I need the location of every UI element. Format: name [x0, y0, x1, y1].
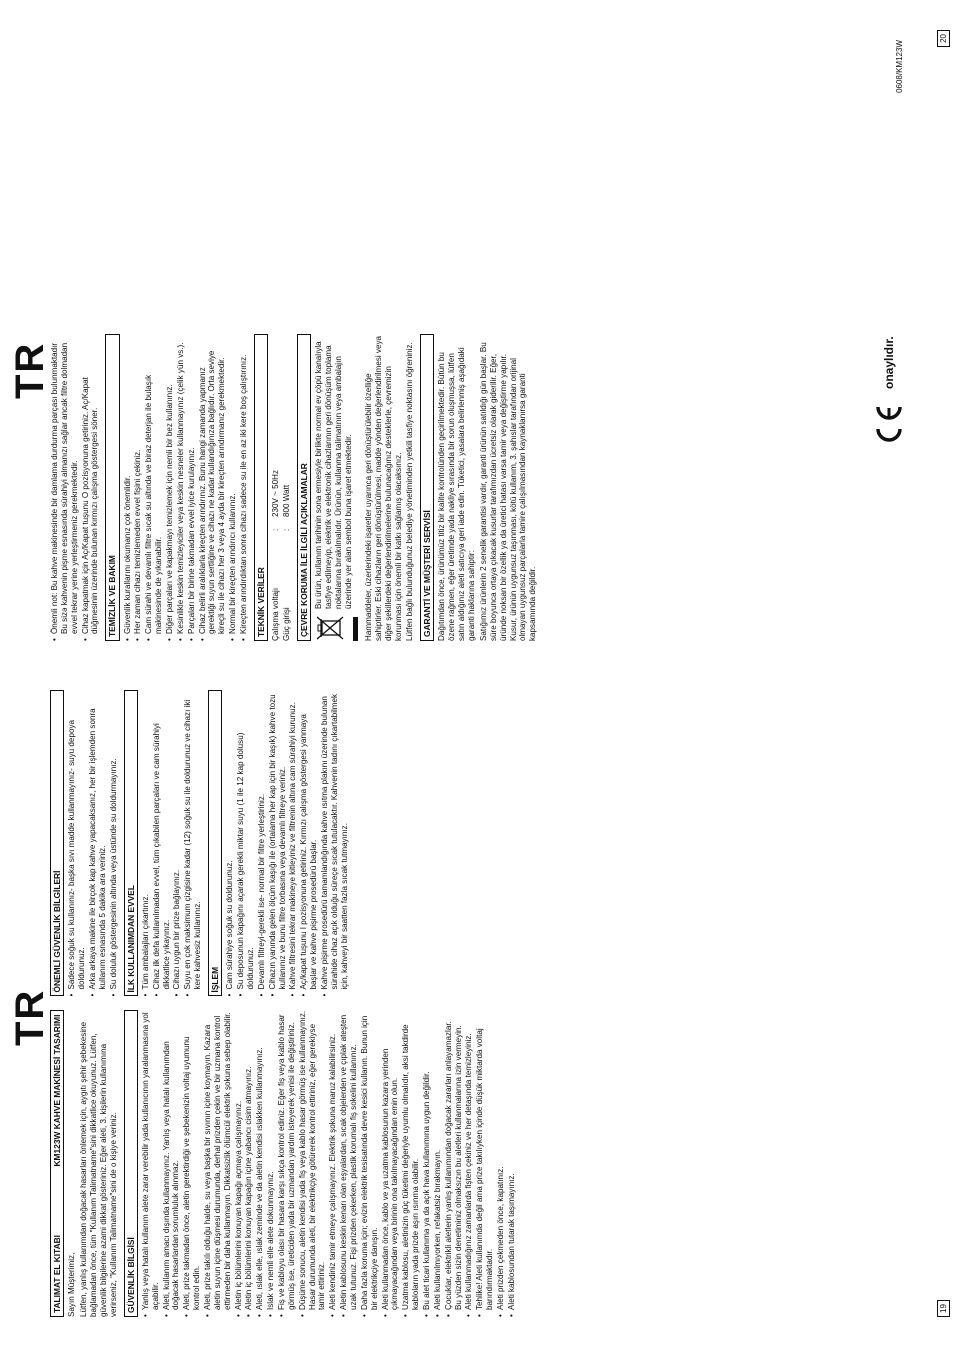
- list-item: • Aleti kullanılmıyorken, refakatsiz bırakmayın.: [433, 1011, 443, 1318]
- list-item: • Aleti, ıslak elle, ıslak zeminde ve da aletin kendisi ıslakken kullanmayınız.: [255, 1011, 265, 1318]
- list-item: • Sadece soğuk su kullanınız- başka sıvı madde kullanmayınız- suyu depoya doldurunuz.: [67, 690, 87, 997]
- section-title-safety: GÜVENLİK BİLGİSİ: [124, 1011, 138, 1318]
- tech-value: 800 Watt: [281, 484, 291, 517]
- list-item: • Aletin iç bölümlerini konuyan kapağın içine yabancı cisim atmayınız.: [244, 1011, 254, 1318]
- page-20-columns: [50, 14, 934, 641]
- list-item: • Her zaman cihazı temizlemeden evvel fişini çekiniz.: [133, 335, 143, 642]
- page-20-column-2: [50, 14, 934, 321]
- list-item: • Kahve pişirme prosedürü tamamlandığında kahve ısıtma plakını üzerinde bulunan sürahide cihaz açık olduğu süreçe sıcak tutulacaktır. Kahvenin tadını çıkartabilmek için, kahveyi bir saatten fazla sıcak tutmayınız.: [320, 690, 350, 997]
- list-item: • Normal bir kireçten arındırıcı kullanınız.: [228, 335, 238, 642]
- section-title-important-safety: ÖNEMLİ GÜVENLİK BİLGİLERİ: [50, 690, 64, 997]
- bin-underbar: [353, 617, 358, 641]
- list-item: • Aleti kullanmadığınız zamanlarda fişten çekiniz ve her detaşında temizleyiniz.: [464, 1011, 474, 1318]
- page-20: [0, 0, 954, 675]
- list-item: • Uzatma kablosu, aletinizin güç tüketimi değeriyle uyumlu olmalıdır, aksi takdirde kabloların yada prizde aşırı ısınma olabilir.: [401, 1011, 421, 1318]
- ce-approval-text: onaylıdır.: [882, 336, 896, 389]
- list-item: • Islak ve nemli elle alete dokunmayınız.: [266, 1011, 276, 1318]
- list-item: • Kesinlikle keskin temizleyiciler veya keskin nesneler kullanmayınız (çelik yün vs.).: [176, 335, 186, 642]
- page-20-column-1: [50, 335, 934, 642]
- intro-text: Lütfen, yanlış kullanımdan doğacak hasarları önlemek için, aygıtı şehir şebekesine bağlamadan önce, tüm "Kullanım Talimatname"sini dikkatlice okuyunuz. Lütfen, güvenlik bilgilerine azami dikkat gösteriniz. Eğer aleti, 3. kişilerin kullanımına verirseniz, "Kullanım Talimatname"sini de o kişiye veriniz.: [79, 1021, 118, 1317]
- section-title-first-use: İLK KULLANIMDAN EVVEL: [124, 690, 138, 997]
- manual-title: TALIMAT EL KITABI: [52, 1235, 62, 1313]
- list-item: • Kireçten arındırdıktan sonra cihazı sadece su ile en az iki kere boş çalıştırınız.: [239, 335, 249, 642]
- ce-approval: [874, 336, 904, 447]
- safety-list: [141, 1011, 517, 1318]
- important-safety-list: [67, 690, 118, 997]
- section-title-cleaning: TEMİZLİK VE BAKIM: [105, 335, 119, 642]
- list-item: • Fiş ve kabloyu olası bir hasara karşı sıkça kontrol ediniz. Eğer fiş veya kablo hasar görmüş ise, üreticiden yada bir uzmandan yardım isteyerek yenisi ile değiştiriniz.: [277, 1011, 297, 1318]
- environment-text-1: Bu ürün, kullanım tarihinin sona ermesiyle birlikte normal ev çöpü kanalıyla tasfiye edilmeyip, elektrik ve elektronik cihazlarının geri dönüşüm toplama noktalarına bırakılmalıdır. Ürünün, kullanma talimatının veya ambalajın üzerinde yer alan sembol buna işaret etmektedir.: [314, 341, 353, 609]
- list-item: • Aç/kapat tuşunu I pozisyonuna getiriniz. Kırmızı çalışma göstergesi yanmaya başlar ve kahve pişirme prosedürü başlar.: [299, 690, 319, 997]
- list-item: • Cam sürahi ve devamlı filtre sıcak su altında ve biraz deterjan ile bulaşık makinesinde de yıkanabilir.: [144, 335, 164, 642]
- list-item: • Aletin kablosunu keskin kenarı olan eşyalardan, sıcak objelerden ve çıplak ateşten uzak tutunuz. Fişi prizden çekerken, plastik korumalı fiş sokelini kullanınız.: [339, 1011, 359, 1318]
- section-title-environment: ÇEVRE KORUMA İLE İLGİLİ AÇIKLAMALAR: [297, 335, 311, 642]
- tech-label: Çalışma voltajı: [271, 587, 281, 641]
- list-item: • Cihaz belirli aralıklarla kireçten arındırınız. Bunu hangi zamanda yapmanız gerektiği suyun sertliğine ve cihazı ne kadar kullandığınıza bağlıdır. Orta seviye kireçli su ile cihazı her 3 veya 4 ayda bir kireçten arındırmanız gerekmektedir.: [198, 335, 228, 642]
- list-item: • Suyu en çok maksimum çizgisine kadar (12) soğuk su ile doldurunuz ve cihazı iki kere kahvesiz kullanınız.: [183, 690, 203, 997]
- list-item: • Aleti, prize takmadan önce, aletin gerektirdiği ve şebekenizin voltaj uyumunu kontrol edin.: [182, 1011, 202, 1318]
- list-item: • Önemli not: Bu kahve makinesinde bir damlama durdurma parçası bulunmaktadır Bu sizə kahvenin pişme esnasında sürahiyi almanızı sağlar ancak filtre dolmadan evvel tekrar yerine yerleştirmeniz gerekmektedir.: [50, 335, 80, 642]
- page-number: 20: [937, 30, 950, 47]
- list-item: • Diğer parçaları ve kapakmayı temizlemek için nemli bir bez kullanınız.: [165, 335, 175, 642]
- list-item: • Cihazı uygun bir prize bağlayınız.: [172, 690, 182, 997]
- section-title-warranty: GARANTİ VE MÜŞTERİ SERVİSİ: [420, 335, 434, 642]
- language-heading: TR: [8, 341, 52, 399]
- list-item: • Devamlı filtreyi-gerekli ise- normal bir filtre yerleştiriniz.: [257, 690, 267, 997]
- ce-mark-icon: [874, 403, 904, 447]
- list-item: • Tüm ambalajları çıkartınız.: [141, 690, 151, 997]
- section-title-operation: İŞLEM: [208, 690, 222, 997]
- list-item: • Daha fazla koruma için; evizin elektrik tesisatında devre kesici kullanın. Bunun için bir elektrikçiye danışın.: [360, 1011, 380, 1318]
- list-item: • Aleti kendiniz tamir etmeye çalışmayınız. Elektrik şokuna maruz kalabilirsiniz.: [328, 1011, 338, 1318]
- list-item: • Düşüme sonucu, aletin kendisi yada fiş veya kablo hasar görmüş ise kullanmayınız. Hasar durumunda aleti, bir elektrikçiye götürerek kontrol ettiriniz, eğer gerekiyse tamir ettiriniz.: [298, 1011, 328, 1318]
- list-item: • Tehlike! Aleti kullanımda değil ama prize takılıyken içinde düşük miktarda voltaj barındırmaktadır.: [475, 1011, 495, 1318]
- page-19: [0, 676, 954, 1351]
- list-item: • Parçaları bir birine takmadan evvel iyice kurulayınız.: [187, 335, 197, 642]
- page-number: 19: [937, 1300, 950, 1317]
- tech-label: Güç girişi: [281, 607, 291, 641]
- list-item: • Kahve filtresini tekrar makineye kitleyiniz ve filtrenin altına cam sürahiyi kurunuz.: [288, 690, 298, 997]
- cleaning-list: [123, 335, 249, 642]
- list-item: • Cihaz kapatmak için Aç/Kapat tuşunu O pozisyonuna getiriniz. Aç/Kapat düğmesinin üzerinde bulunan kırmızı çalışma göstergesi söner.: [81, 335, 101, 642]
- environment-text-2: Hammaddeler, üzerlerindeki işaretler uyarınca geri dönüştürülebilir özelliğe sahiptirler. Eski cihazların geri dönüştürülmesi, madde yönden değerlendirilmesi veya diğer şekillerdeki değerlendirilmelerine bulunacağınız desteklerle, çevremizin korunması için önemli bir katkı sağlamış olacaksınız.: [363, 335, 403, 641]
- section-header-title: [50, 1011, 64, 1318]
- page-19-column-1: [50, 1011, 934, 1318]
- tech-sep: :: [281, 528, 291, 531]
- list-item: • Yanlış veya hatalı kullanım alete zarar verebilir yada kullanıcının yaralanmasına yol açabilir.: [141, 1011, 161, 1318]
- list-item: • Aletin iç bölümlerini konuyan kapağı açmaya çalışmayınız.: [234, 1011, 244, 1318]
- language-heading: TR: [8, 988, 52, 1046]
- page-19-columns: [50, 690, 934, 1317]
- list-item: • Bu alet ticari kullanıma ya da açık hava kullanımına uygun değildir.: [422, 1011, 432, 1318]
- tech-value: 230V ~ 50Hz: [271, 469, 281, 517]
- warranty-text-1: Dağıtımdan önce, ürünümüz titiz bir kalite kontrolünden geçirilmektedir. Bütün bu özene rağmen, eğer üretimde yada nakliye sırasında bir sorun oluşmuşsa, lütfen satın aldığınız aleti satıcıya geri iade edin. Tüketici, yasalara belirlenmiş aşağıdaki garanti haklarına sahiptir:: [437, 347, 477, 641]
- model-code: 0608/KM123W: [895, 40, 904, 93]
- tech-table: [271, 335, 292, 642]
- product-title: KM123W KAHVE MAKİNESİ TASARIMI: [52, 1014, 62, 1167]
- list-item: • Cihazın yanında gelen ölçüm kaşığı ile (ortalama her kap için bir kaşık) kahve tozu kullanınız ve bunu filtre torbasına veya devamlı filtreye veriniz.: [268, 690, 288, 997]
- intro-greeting: Sayın Müşterimiz,: [67, 1252, 77, 1317]
- list-item: • Su doluluk göstergesinin altında veya üstünde su doldurmayınız.: [109, 690, 119, 997]
- list-item: • Aleti kullanmadan önce, kablo ve ya uzatma kablosunun kazara yerinden çıkmayacağından veya birinin ona takılmayacağından emin olun.: [381, 1011, 401, 1318]
- list-item: • Cam sürahiye soğuk su doldurunuz.: [225, 690, 235, 997]
- list-item: • Arka arkaya makine ile birçok kap kahve yapacaksanız, her bir işlemden sonra kullanım esnasında 5 dakika ara veriniz.: [88, 690, 108, 997]
- list-item: • Cihaz ilk defa kullanılmadan evvel, tüm çıkabilen parçaları ve cam sürahiyi dikkatlice yıkayınız.: [152, 690, 172, 997]
- list-item: • Aleti, prize takılı olduğu halde, su veya başka bir sıvının içine koymayın. Kazara aletin suyun içine düşmesi durumunda, derhal prizden çekin ve bir uzmana kontrol ettirmeden bir daha kullanmayın. Dikkatsizlik ölümcül elektrik şokuna sebep olabilir.: [203, 1011, 233, 1318]
- page-19-column-2: [50, 690, 934, 997]
- environment-text-3: Lütfen bağlı bulunduğunuz belediye yönetiminden yetkili tasfiye noktasını öğreniniz.: [405, 342, 415, 641]
- list-item: • Çocuklar, elektrikli aletlerin yanlış kullanımından doğacak zararları anlayamazlar. Bu yüzden sizin denetiminiz olmaksızın bu aletleri kullanmalarına izin vermeyin.: [444, 1011, 464, 1318]
- operation-notes-list: [50, 335, 100, 642]
- tech-sep: :: [271, 528, 281, 531]
- crossed-bin-icon: [314, 615, 346, 641]
- list-item: • Su deposunun kapağını açarak gerekli miktar suyu (1 ile 12 kap dolusu) doldurunuz.: [236, 690, 256, 997]
- operation-list: [225, 690, 349, 997]
- first-use-list: [141, 690, 203, 997]
- list-item: • Güvenlik kurallarını okumanız çok önemlidir.: [123, 335, 133, 642]
- warranty-text-2: Satığımız ürünlerin 2 senelik garantisi vardır, garanti ürünün satıldığı gün başlar. Bu süre boyunca ortaya çıkacak kusurlar tarafımızdan ücretsiz olarak giderilir. Eğer, üründe noksan bir özellik ya da üretici hatası varsa tamir veya değiştirme yapılır. Kusur, ürünün uygunsuz taşınması, kötü kullanım, 3. şahıslar tarafından orijinal olmayan uygunsuz parçalarla tamire çalışılmasından kaynaklanırsa garanti kapsamında değildir.: [478, 342, 538, 641]
- list-item: • Aleti, kullanım amacı dışında kullanmayınız. Yanlış veya hatalı kullanımdan doğacak hasarlardan sorumluluk alınmaz.: [162, 1011, 182, 1318]
- list-item: • Aleti prizden çekmeden önce, kapatınız.: [496, 1011, 506, 1318]
- section-title-tech: TEKNİK VERİLER: [254, 335, 268, 642]
- list-item: • Aleti kablosundan tutarak taşımayınız.: [507, 1011, 517, 1318]
